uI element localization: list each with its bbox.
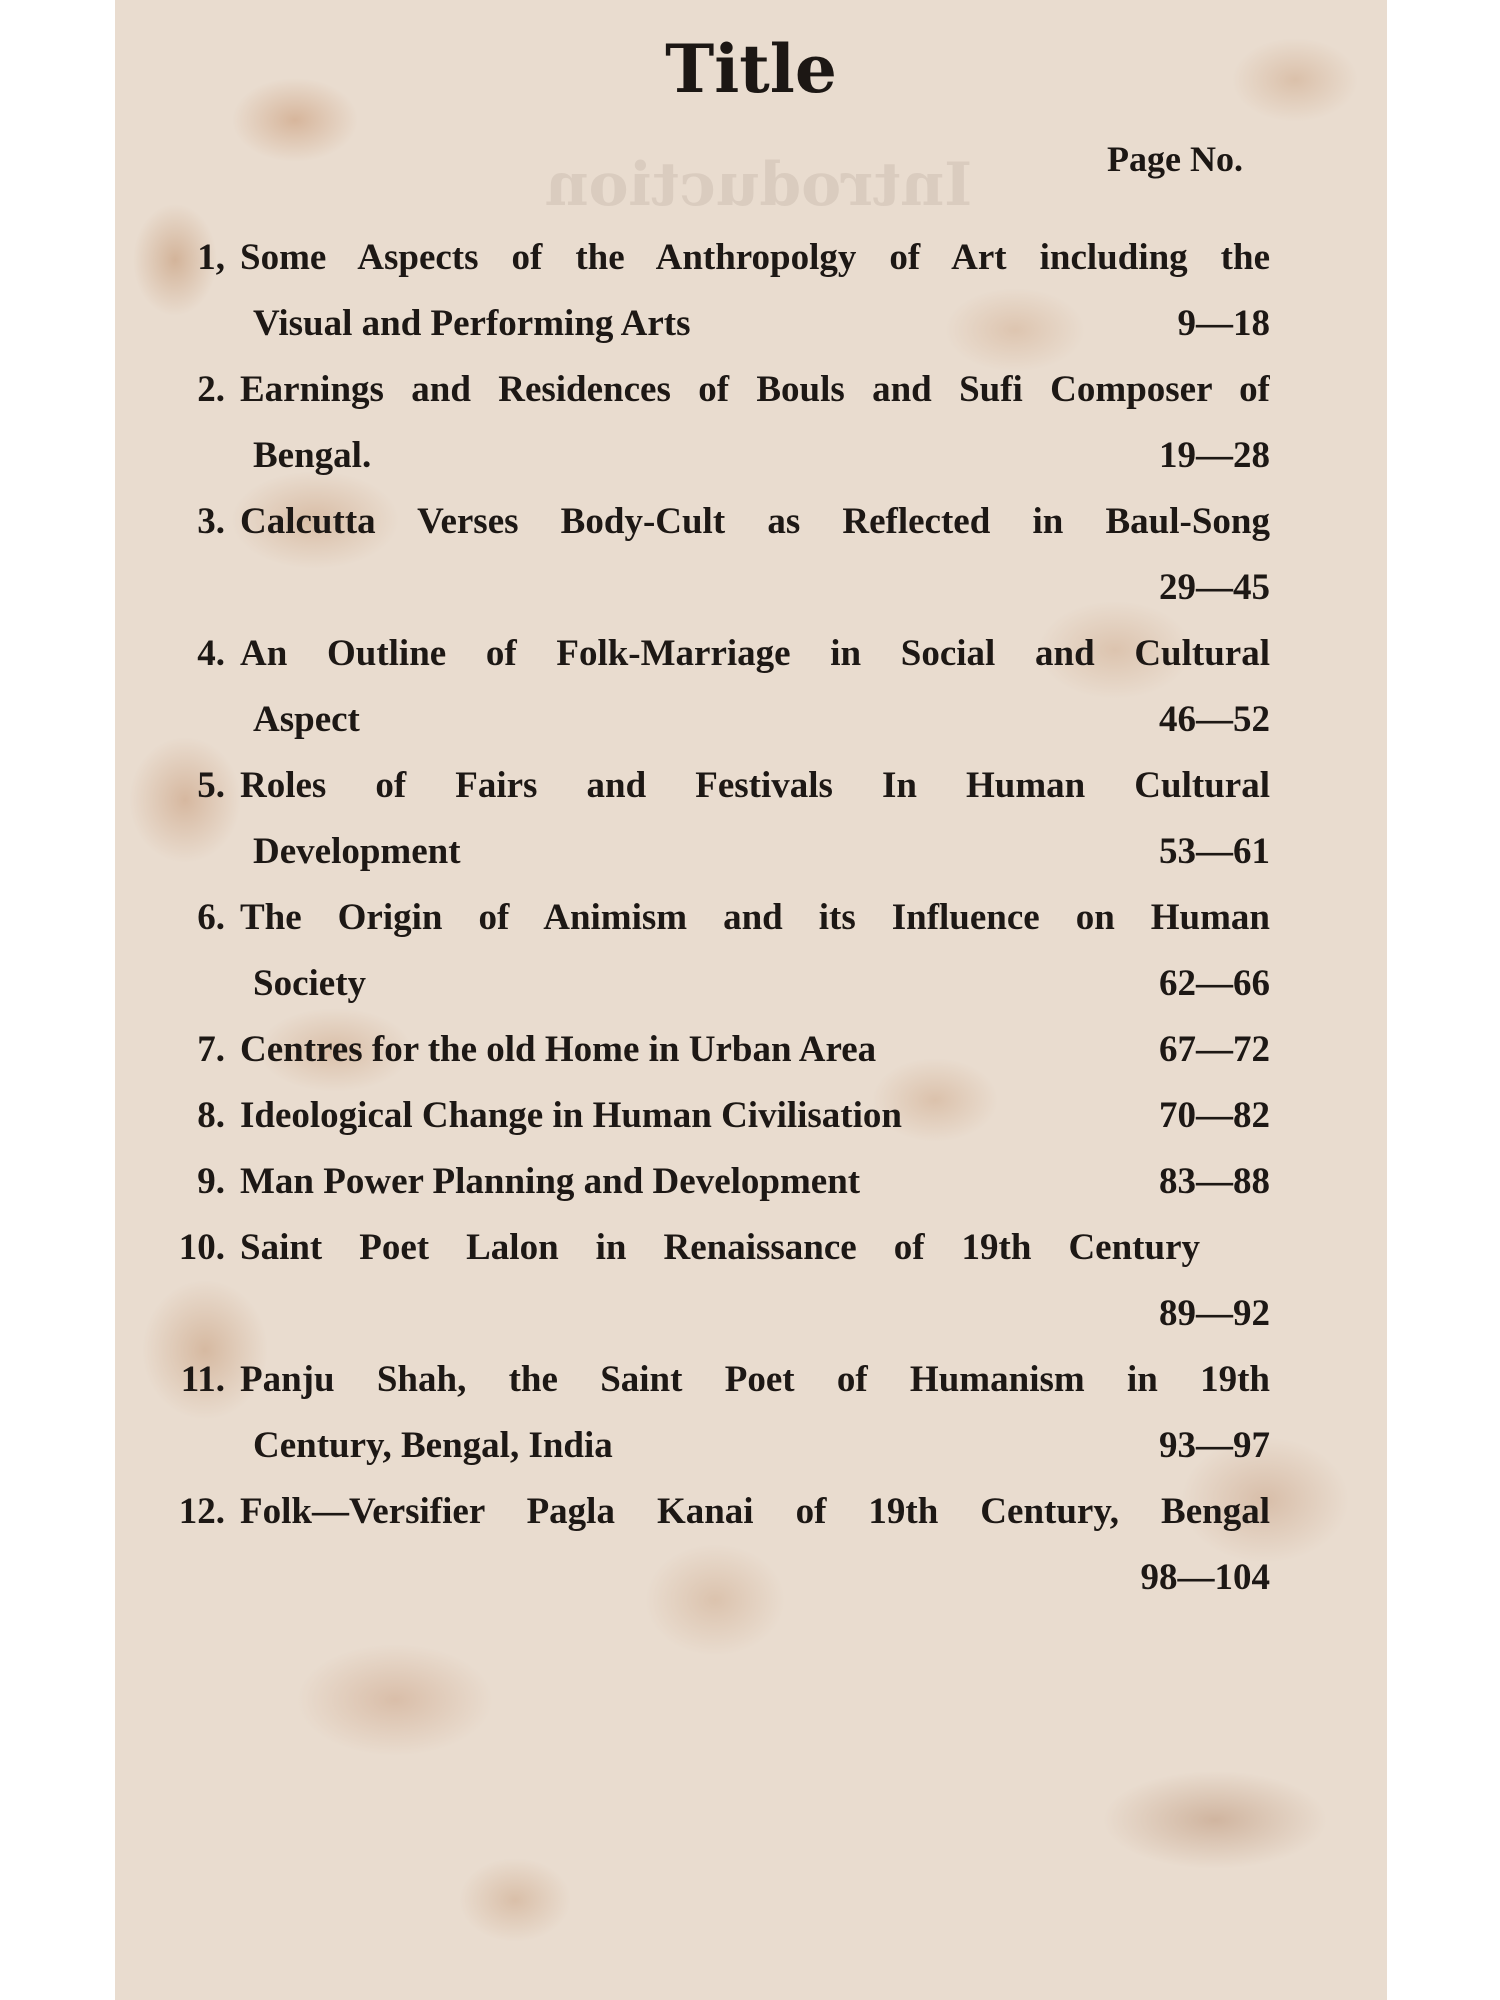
toc-entry [115,885,1387,1017]
table-of-contents [115,225,1387,1611]
entry-number: 3. [197,501,225,542]
entry-pages: 46—52 [1159,699,1270,740]
entry-number: 6. [197,897,225,938]
toc-entry [115,1149,1387,1215]
entry-number: 11. [180,1359,225,1400]
toc-entry [115,357,1387,489]
entry-title-line2: Visual and Performing Arts [253,303,691,344]
entry-title-line1: Saint Poet Lalon in Renaissance of 19th Century [240,1227,1200,1268]
entry-number: 7. [197,1029,225,1070]
bleed-through-text: Introduction [545,150,973,220]
entry-pages: 29—45 [1159,567,1270,608]
entry-number: 5. [197,765,225,806]
entry-number: 12. [178,1491,225,1532]
entry-number: 2. [197,369,225,410]
entry-title-line1: Calcutta Verses Body-Cult as Reflected in Baul-Song [240,501,1270,542]
entry-title-line1: Roles of Fairs and Festivals In Human Cultural [240,765,1270,806]
entry-number: 1, [197,237,225,278]
entry-title-line1: Panju Shah, the Saint Poet of Humanism in 19th [240,1359,1270,1400]
entry-pages: 67—72 [1159,1029,1270,1070]
entry-title-line2: Bengal. [253,435,372,476]
entry-pages: 62—66 [1159,963,1270,1004]
entry-pages: 83—88 [1159,1161,1270,1202]
entry-title-line2: Development [253,831,461,872]
entry-number: 4. [197,633,225,674]
entry-number: 9. [197,1161,225,1202]
toc-entry [115,753,1387,885]
entry-pages: 19—28 [1159,435,1270,476]
entry-pages: 9—18 [1177,303,1270,344]
toc-entry [115,489,1387,621]
entry-title: Ideological Change in Human Civilisation [240,1095,902,1136]
entry-title: Centres for the old Home in Urban Area [240,1029,877,1070]
entry-title-line1: Folk—Versifier Pagla Kanai of 19th Century, Bengal [240,1491,1270,1532]
entry-pages: 89—92 [1159,1293,1270,1334]
entry-pages: 70—82 [1159,1095,1270,1136]
toc-entry [115,1479,1387,1611]
entry-number: 10. [178,1227,225,1268]
entry-title-line2: Aspect [253,699,360,740]
entry-title-line1: Earnings and Residences of Bouls and Sufi Composer of [240,369,1270,410]
page-title: Title [665,30,837,108]
toc-entry [115,1083,1387,1149]
toc-entry [115,621,1387,753]
book-page [115,0,1387,2000]
entry-title-line1: The Origin of Animism and its Influence on Human [240,897,1270,938]
entry-pages: 53—61 [1159,831,1270,872]
entry-title: Man Power Planning and Development [240,1161,861,1202]
toc-entry [115,225,1387,357]
entry-title-line1: An Outline of Folk-Marriage in Social and Cultural [240,633,1270,674]
page-number-column-label: Page No. [1107,139,1243,179]
entry-pages: 93—97 [1159,1425,1270,1466]
entry-pages: 98—104 [1140,1557,1270,1598]
entry-title-line2: Society [253,963,367,1004]
entry-title-line2: Century, Bengal, India [253,1425,613,1466]
entry-number: 8. [197,1095,225,1136]
entry-title-line1: Some Aspects of the Anthropolgy of Art including the [240,237,1270,278]
toc-entry [115,1017,1387,1083]
toc-entry [115,1215,1387,1347]
toc-entry [115,1347,1387,1479]
